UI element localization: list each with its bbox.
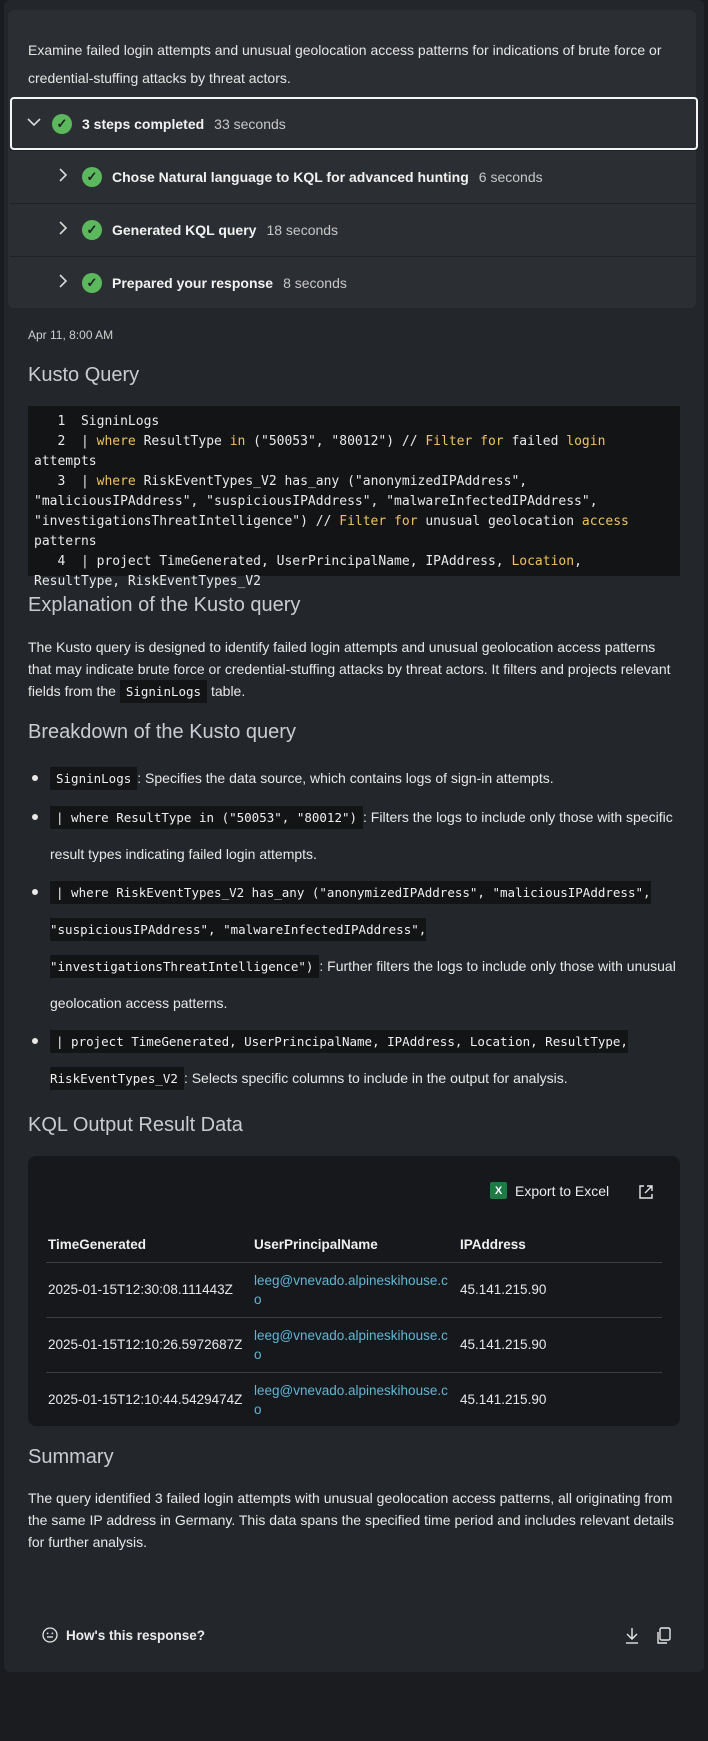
code-line-4: 4 | project TimeGenerated, UserPrincipalName, IPAddress, Location, ResultType, RiskEventTypes_V2	[34, 554, 590, 589]
kusto-query-heading: Kusto Query	[28, 364, 140, 386]
step-label: Chose Natural language to KQL for advanced hunting	[112, 168, 469, 185]
chevron-down-icon	[26, 114, 42, 133]
column-header[interactable]: UserPrincipalName	[252, 1228, 458, 1262]
code-line-1: 1 SigninLogs	[57, 414, 160, 429]
step-time: 18 seconds	[266, 221, 339, 238]
message-timestamp: Apr 11, 8:00 AM	[28, 328, 114, 342]
breakdown-list	[50, 760, 680, 1099]
step-row[interactable]	[10, 203, 698, 255]
excel-icon: X	[490, 1182, 507, 1199]
kusto-code-block[interactable]	[28, 406, 680, 589]
inline-code: | project TimeGenerated, UserPrincipalName, IPAddress, Location, ResultType, RiskEventTypes_V2	[50, 1030, 628, 1090]
copy-icon[interactable]	[656, 1627, 672, 1645]
cell-time: 2025-01-15T12:30:08.111443Z	[46, 1262, 252, 1317]
list-item: SigninLogs : Specifies the data source, which contains logs of sign-in attempts.	[50, 760, 680, 797]
cell-ip: 45.141.215.90	[458, 1317, 662, 1372]
steps-summary-time: 33 seconds	[214, 115, 286, 132]
prompt-text: Examine failed login attempts and unusual geolocation access patterns for indications of brute force or credential-stuffing attacks by threat actors.	[28, 42, 662, 86]
column-header[interactable]: TimeGenerated	[46, 1228, 252, 1262]
code-line-3: 3 | where RiskEventTypes_V2 has_any ("anonymizedIPAddress", "maliciousIPAddress", "suspiciousIPAddress", "malwareInfectedIPAddress", "investigationsThreatIntelligence") // Filter for unusual geolocation access patterns	[34, 474, 637, 549]
chevron-right-icon	[56, 273, 70, 292]
export-label: Export to Excel	[515, 1182, 610, 1199]
list-item: | project TimeGenerated, UserPrincipalName, IPAddress, Location, ResultType, RiskEventTypes_V2 : Selects specific columns to include in the output for analysis.	[50, 1023, 680, 1097]
step-label: Prepared your response	[112, 274, 274, 291]
check-circle-icon: ✓	[52, 114, 72, 134]
table-header-row	[46, 1228, 662, 1262]
download-icon[interactable]	[624, 1627, 640, 1645]
cell-upn	[252, 1317, 458, 1372]
popout-icon[interactable]	[638, 1184, 654, 1200]
feedback-label: How's this response?	[66, 1627, 205, 1643]
cell-ip: 45.141.215.90	[458, 1262, 662, 1317]
output-heading: KQL Output Result Data	[28, 1114, 243, 1136]
cell-upn	[252, 1372, 458, 1427]
results-card	[28, 1156, 680, 1426]
explanation-text: The Kusto query is designed to identify failed login attempts and unusual geolocation access patterns that may indicate brute force or credential-stuffing attacks by threat actors. It filters and projects relevant fields from the SigninLogs table.	[28, 636, 680, 703]
export-to-excel-button[interactable]	[490, 1182, 609, 1199]
step-row[interactable]	[10, 150, 698, 202]
step-row[interactable]	[10, 256, 698, 308]
chevron-right-icon	[56, 167, 70, 186]
cell-time: 2025-01-15T12:10:44.5429474Z	[48, 1392, 243, 1408]
user-link[interactable]: leeg@vnevado.alpineskihouse.co	[254, 1382, 448, 1417]
table-row	[46, 1317, 662, 1372]
cell-upn	[252, 1262, 458, 1317]
cell-ip: 45.141.215.90	[460, 1392, 547, 1408]
steps-summary-label: 3 steps completed	[82, 115, 205, 132]
column-header[interactable]: IPAddress	[458, 1228, 662, 1262]
inline-code: | where ResultType in ("50053", "80012")	[50, 806, 363, 829]
summary-text: The query identified 3 failed login attempts with unusual geolocation access patterns, all originating from the same IP address in Germany. This data spans the specified time period and includes relevant details for further analysis.	[28, 1490, 674, 1550]
user-link[interactable]: leeg@vnevado.alpineskihouse.co	[254, 1272, 448, 1307]
check-circle-icon: ✓	[82, 167, 102, 187]
results-table	[46, 1228, 662, 1427]
list-item: | where ResultType in ("50053", "80012") : Filters the logs to include only those with specific result types indicating failed login attempts.	[50, 799, 680, 872]
step-label: Generated KQL query	[112, 221, 257, 238]
step-time: 8 seconds	[283, 274, 347, 291]
list-item: | where RiskEventTypes_V2 has_any ("anonymizedIPAddress", "maliciousIPAddress", "suspiciousIPAddress", "malwareInfectedIPAddress", "investigationsThreatIntelligence") : Further filters the logs to include only those with unusual geolocation access patterns.	[50, 874, 680, 1021]
check-circle-icon: ✓	[82, 220, 102, 240]
code-line-2: 2 | where ResultType in ("50053", "80012") // Filter for failed login attempts	[34, 434, 614, 469]
chevron-right-icon	[56, 220, 70, 239]
explanation-heading: Explanation of the Kusto query	[28, 594, 301, 616]
inline-code: SigninLogs	[50, 767, 137, 790]
smiley-icon	[42, 1627, 58, 1643]
table-row	[46, 1262, 662, 1317]
breakdown-heading: Breakdown of the Kusto query	[28, 721, 296, 743]
user-link[interactable]: leeg@vnevado.alpineskihouse.co	[254, 1327, 448, 1362]
feedback-button[interactable]	[42, 1627, 205, 1643]
cell-time: 2025-01-15T12:10:26.5972687Z	[46, 1317, 252, 1372]
table-row	[46, 1372, 662, 1427]
inline-code: | where RiskEventTypes_V2 has_any ("anonymizedIPAddress", "maliciousIPAddress", "suspiciousIPAddress", "malwareInfectedIPAddress", "investigationsThreatIntelligence")	[50, 881, 651, 978]
step-time: 6 seconds	[478, 168, 543, 185]
steps-summary-toggle[interactable]	[10, 97, 698, 150]
inline-code: SigninLogs	[120, 680, 207, 703]
check-circle-icon: ✓	[82, 273, 102, 293]
summary-heading: Summary	[28, 1446, 114, 1468]
